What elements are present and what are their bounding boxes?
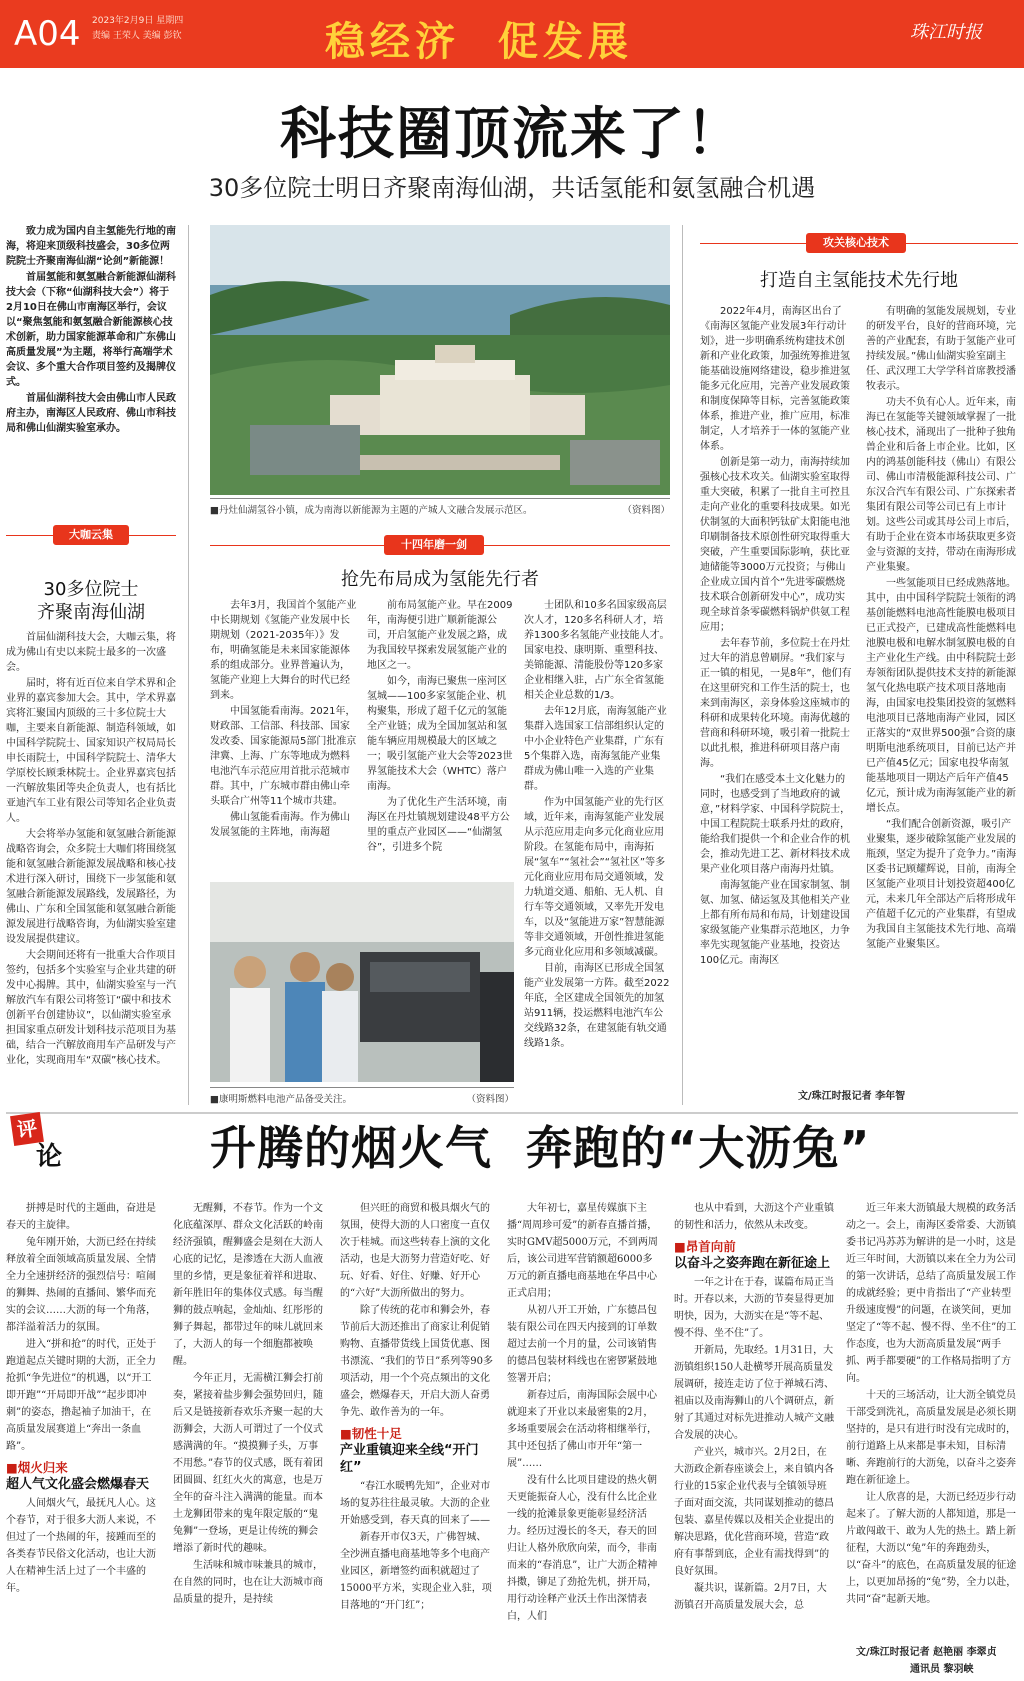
section-tag-dakayunji: 大咖云集 bbox=[53, 525, 129, 545]
editorial-paragraph: “春江水暖鸭先知”，企业对市场的复苏往往最灵敏。大沥的企业开始感受到，春天真的回来了—— bbox=[340, 1481, 491, 1526]
right-paragraph: 创新是第一动力，南海持续加强核心技术攻关。仙湖实验室取得重大突破，积累了一批自主可控且走向产业化的重要科技成果。如光伏制氢的大面积钙钛矿太阳能电池印刷制备技术原创性研究取得重大突破，产生重要国际影响，获比亚迪储能等3000万元投资；与佛山企业成立国内首个“先进零碳燃烧技术联合创新研发中心”，成功实现全球首条零碳燃料锅炉供氨工程应用； bbox=[700, 457, 850, 633]
editorial-paragraph: 新春开市仅3天，广佛智城、全沙洲直播电商基地等多个电商产业园区，新增签约面积就超过了15000平方米，实现企业入驻，项目落地的“开门红”； bbox=[340, 1532, 492, 1611]
photo1-caption-text: ■丹灶仙湖氢谷小镇，成为南海以新能源为主题的产城人文融合发展示范区。 bbox=[210, 505, 533, 516]
editorial-subhead-tag: ■韧性十足 bbox=[340, 1426, 402, 1441]
right-paragraph: 功夫不负有心人。近年来，南海已在氢能等关键领域掌握了一批核心技术，涌现出了一批种子独角兽企业和后备上市企业。比如，区内的鸿基创能科技（佛山）有限公司、佛山市清极能源科技公司、广东汉合汽车有限公司、广东探索者集团有限公司等公司已有上市计划。这些公司或其母公司上市后，有助于企业在资本市场获取更多资金与资源的支持，带动在南海形成产业集聚。 bbox=[866, 397, 1016, 573]
photo2-caption-text: ■康明斯燃料电池产品备受关注。 bbox=[210, 1094, 352, 1105]
masthead-dateline bbox=[92, 14, 202, 44]
editorial-subheading: 以奋斗之姿奔跑在新征途上 bbox=[674, 1256, 831, 1271]
exhibition-illustration bbox=[210, 882, 514, 1082]
lead-paragraph: 致力成为国内自主氢能先行地的南海，将迎来顶级科技盛会，30多位两院院士齐聚南海仙湖“论剑”新能源！ bbox=[6, 226, 176, 267]
hydrogen-valley-aerial-photo bbox=[210, 225, 670, 495]
editorial-paragraph: 新春过后，南海国际会展中心就迎来了开业以来最密集的2月，多场重要展会在活动将相继举行，其中还包括了佛山市开年“第一展”…… bbox=[507, 1390, 657, 1469]
issue-date: 2023年2月9日 星期四 bbox=[92, 16, 184, 26]
editorial-paragraph: 也从中看到，大沥这个产业重镇的韧性和活力，依然从未改变。 bbox=[674, 1203, 834, 1231]
photo1-caption bbox=[210, 498, 670, 516]
editorial-paragraph: 拼搏是时代的主题曲，奋进是春天的主旋律。 bbox=[6, 1203, 156, 1231]
photo1-source: （资料图） bbox=[622, 505, 670, 516]
editorial-paragraph: 但兴旺的商贸和极具烟火气的氛围，使得大沥的人口密度一直仅次于桂城。而这些转春上演的文化活动，也是大沥努力营造好吃、好玩、好看、好住、好赚、好开心的“六好”大沥所做出的努力。 bbox=[340, 1203, 490, 1299]
editorial-paragraph: 大年初七，嘉星传媒旗下主播“周周珍可爱”的新春直播首播，实时GMV超5000万元，不到两周后，该公司进军营销额超6000多万元的新直播电商基地在华昌中心正式启用； bbox=[507, 1203, 658, 1299]
editors-credit: 责编 王荣人 美编 彭钦 bbox=[92, 31, 182, 41]
editorial-paragraph: 十天的三场活动，让大沥全镇党员干部受到洗礼，高质量发展是必须长期坚持的，是只有进行时没有完成时的，前行道路上从来都是事未知，目标清晰、奔跑前行的大沥兔，以奋斗之姿奔跑在新征途上。 bbox=[846, 1390, 1016, 1486]
right-paragraph: 有明确的氢能发展规划，专业的研发平台，良好的营商环境，完善的产业配套，有助于氢能产业可持续发展。”佛山仙湖实验室副主任、武汉理工大学学科首席教授潘牧表示。 bbox=[866, 306, 1016, 392]
editorial-badge bbox=[12, 1110, 72, 1170]
editorial-paragraph: 从初八开工开始，广东德昌包装有限公司在四天内接到的订单数超过去前一个月的量，公司该销售的德昌包装材料线也在密锣紧鼓地签署开启； bbox=[507, 1305, 657, 1384]
editorial-paragraph: 今年正月，无需横江狮会打前奏，紧接着盐步狮会强势回归，随后又是链接新春欢乐齐聚一起的大沥狮会，大沥人可谓过了一个仪式感满满的年。“摸摸狮子头，万事不用愁。”春节的仪式感，既有着团团圆圆、红红火火的寓意，也是万全年的奋斗注入满满的能量。而本土龙狮团带来的鬼年限定版的“鬼兔狮”一登场，更是让传统的狮会增添了新时代的趣味。 bbox=[173, 1373, 324, 1554]
section-tag-gongguan: 攻关核心技术 bbox=[806, 233, 906, 253]
column-divider bbox=[682, 225, 683, 1105]
editorial-paragraph: 兔年刚开始，大沥已经在持续释放着全面领域高质量发展、全情全力全速拼经济的强烈信号：喧闹的狮舞、热闹的直播间、繁华而充实的会议……大沥的每一个角落，都洋溢着活力的氛围。 bbox=[6, 1237, 156, 1333]
mid-column-3 bbox=[524, 598, 670, 1103]
editorial-subhead-tag: ■昂首向前 bbox=[674, 1239, 736, 1254]
left-paragraph: 首届仙湖科技大会，大咖云集，将成为佛山有史以来院士最多的一次盛会。 bbox=[6, 632, 176, 673]
mid-column-2 bbox=[367, 598, 514, 860]
lead-paragraph: 首届氢能和氨氢融合新能源仙湖科技大会（下称“仙湖科技大会”）将于2月10日在佛山市南海区举行，会议以“聚焦氢能和氨氢融合新能源核心技术创新，助力国家能源革命和广东佛山高质量发展”为主题，将举行高端学术会议、多个重大合作项目签约及揭牌仪式。 bbox=[6, 272, 176, 388]
editorial-paragraph: 生活味和城市味兼具的城市，在自然的同时，也在让大沥城市商品质量的提升，是持续 bbox=[173, 1560, 323, 1605]
photo2-source: （资料图） bbox=[466, 1094, 514, 1105]
editorial-paragraph: 人间烟火气，最抚凡人心。这个春节，对于很多大沥人来说，不但过了一个热闹的年，接踵而至的各类春节民俗文化活动，也让大沥人在精神生活上过了一个丰盛的年。 bbox=[6, 1498, 156, 1594]
editorial-badge-top: 评 bbox=[10, 1112, 44, 1146]
left-paragraph: 大会将举办氢能和氨氢融合新能源战略咨询会，众多院士大咖们将围绕氢能和氨氢融合新能源发展战略和核心技术进行深入研讨，围绕下一步氢能和氨氢融合新能源发展路线，发展路径，为佛山、广东和全国氢能和氨氢融合新能源发展进行战略咨询，为仙湖实验室建设发展提供建议。 bbox=[6, 829, 176, 945]
right-column-2 bbox=[866, 304, 1018, 1056]
editorial-paragraph: 除了传统的花市和狮会外，春节前后大沥还推出了商家让利促销购物、直播带货线上国货优惠、图书漂流、“我们的节日”系列等90多项活动，用一个个亮点频出的文化盛会，燃爆春天，开启大沥人奋勇争先、敢作善为的一年。 bbox=[340, 1305, 493, 1418]
editorial-headline: 升腾的烟火气 奔跑的“大沥兔” bbox=[210, 1121, 871, 1175]
left-paragraph: 届时，将有近百位来自学术界和企业界的嘉宾参加大会。其中，学术界嘉宾将汇聚国内顶级的三十多位院士大咖，主要来自新能源、制造科领域，如中国科学院院士、国家知识产权局局长申长雨院士，中国科学院院士、清华大学原校长顾秉林院士。企业界嘉宾包括一汽解放集团等央企负责人，也有括比亚迪汽车工业有限公司等知名企业负责人。 bbox=[6, 678, 176, 824]
section-title: 稳经济 促发展 bbox=[325, 19, 633, 65]
mid-paragraph: 中国氢能看南海。2021年，财政部、工信部、科技部、国家发改委、国家能源局5部门批准京津冀、上海、广东等地成为燃料电池汽车示范应用首批示范城市群。其中，广东城市群由佛山牵头联合广州等11个城市共建。 bbox=[210, 706, 357, 807]
right-paragraph: 2022年4月，南海区出台了《南海区氢能产业发展3年行动计划》，进一步明确系统构建技术创新和产业化政策，加强统筹推进氢能基础设施网络建设，稳步推进氢能多元化应用，完善产业发展政策和制度保障等目标，完善氢能政策体系，推进产业，推广应用，标准制定，人才培养于一体的氢能产业体系。 bbox=[700, 306, 850, 452]
editorial-subheading: 产业重镇迎来全线“开门红” bbox=[340, 1443, 479, 1475]
left-heading-line2: 齐聚南海仙湖 bbox=[37, 602, 145, 623]
editorial-paragraph: 一年之计在于春，谋篇布局正当时。开春以来，大沥的节奏显得更加明快，因为，大沥实在是“等不起、慢不得、坐不住”了。 bbox=[674, 1277, 834, 1339]
lead-column bbox=[6, 224, 176, 479]
mid-paragraph: 佛山氢能看南海。作为佛山发展氢能的主阵地，南海超 bbox=[210, 812, 350, 838]
editorial-column-4 bbox=[507, 1200, 662, 1675]
editorial-column-1 bbox=[6, 1200, 161, 1675]
editorial-column-5 bbox=[674, 1200, 834, 1675]
editorial-paragraph: 开新局，先取经。1月31日，大沥镇组织150人赴横琴开展高质量发展调研，接连走访了位于禅城石湾、祖庙以及南海狮山的八个调研点，新射了其通过对标先进推动人城产文融合发展的决心。 bbox=[674, 1345, 834, 1441]
editorial-column-6 bbox=[846, 1200, 1018, 1640]
mid-paragraph: 去年12月底，南海氢能产业集群入选国家工信部组织认定的中小企业特色产业集群，广东有5个集群入选，南海氢能产业集群成为佛山唯一入选的产业集群。 bbox=[524, 706, 667, 792]
editorial-paragraph: 无醒狮，不春节。作为一个文化底蕴深厚、群众文化活跃的岭南经济强镇，醒狮盛会是刻在大沥人心底的记忆，是渗透在大沥人血液里的乡情，更是象征着祥和进取、新年胜旧年的集体仪式感。每当醒狮的鼓点响起，金灿灿、红彤彤的狮子舞起，都带过年的味儿就回来了，大沥人的每一个细胞都被唤醒。 bbox=[173, 1203, 323, 1367]
subheadline: 30多位院士明日齐聚南海仙湖，共话氢能和氨氢融合机遇 bbox=[208, 174, 816, 202]
aerial-town-illustration bbox=[210, 225, 670, 495]
right-paragraph: 南海氢能产业在国家制氢、制氨、加氢、储运氢及其他相关产业上都有所布局和布局，计划建设国家级氢能产业集群示范地区，力争率先实现氢能产业基地，投资达100亿元。南海区 bbox=[700, 880, 850, 966]
right-paragraph: 去年春节前，多位院士在丹灶过大年的消息曾刷屏。“我们家与正一镇的相见，一晃8年”，他们有在这里研究和工作生活的院士，也来到南海区，亲身体验这座城市的科研和成果转化环境。南海优越的营商和科研环境，吸引着一批院士以此扎根，推进科研项目落户南海。 bbox=[700, 638, 852, 769]
left-heading-line1: 30多位院士 bbox=[43, 579, 139, 600]
editorial-paragraph: 没有什么比项目建设的热火朝天更能振奋人心，没有什么比企业一线的抢滩景象更能彰显经济活力。经历过漫长的冬天，春天的回归让人格外欣欣向荣，而今，非南而来的“春消息”，让广大沥企精神抖擞，铆足了劲抢先机，拼开局，用行动诠释产业沃土作出深情表白，人们 bbox=[507, 1475, 658, 1622]
left-paragraph: 大会期间还将有一批重大合作项目签约，包括多个实验室与企业共建的研发中心揭牌。其中，仙湖实验室与一汽解放汽车有限公司将签订“碳中和技术创新平台创建协议”，以仙湖实验室承担国家重点研发计划科技示范项目为基础，结合一汽解放商用车产品研发与产业化，实现商用车“双碳”核心技术。 bbox=[6, 950, 176, 1066]
editorial-byline-2: 通讯员 黎羽峡 bbox=[910, 1664, 974, 1675]
section-tag-shisinian: 十四年磨一剑 bbox=[384, 535, 484, 555]
editorial-paragraph: 进入“拼和抢”的时代，正处于跑道起点关键时期的大沥，正全力抢抓“争先进位”的机遇，以“开工即开跑”“开局即开战”“起步即冲刺”的姿态，撸起袖子加油干，在高质量发展赛道上“奔出一条血路”。 bbox=[6, 1339, 157, 1452]
photo2-caption bbox=[210, 1087, 514, 1105]
page-number: A04 bbox=[14, 14, 81, 54]
right-heading: 打造自主氢能技术先行地 bbox=[760, 270, 958, 291]
article-byline: 文/珠江时报记者 李年智 bbox=[798, 1091, 906, 1102]
main-headline: 科技圈顶流来了！ bbox=[280, 102, 744, 167]
mid-paragraph: 如今，南海已聚焦一座河区氢城——100多家氢能企业、机构聚集，形成了超千亿元的氢能全产业链；成为全国加氢站和氢能车辆应用规模最大的区域之一；吸引氢能产业大会等2023世界氢能技术大会（WHTC）落户南海。 bbox=[367, 676, 513, 792]
editorial-subheading: 超人气文化盛会燃爆春天 bbox=[6, 1477, 150, 1492]
editorial-paragraph: 让人欣喜的是，大沥已经迈步行动起来了。了解大沥的人都知道，那是一片敢闯敢干、敢为人先的热土。踏上新征程，大沥以“兔”年的奔跑劲头，以“奋斗”的底色，在高质量发展的征途上，以更加昂扬的“兔”势，全力以赴，共同“奋”起新天地。 bbox=[846, 1492, 1017, 1605]
mid-paragraph: 作为中国氢能产业的先行区域，近年来，南海氢能产业发展从示范应用走向多元化商业应用阶段。在氢能布局中，南海拓展“氢车”“氢社会”“氢社区”等多元化商业应用布局交通领域，发力轨道交通、船舶、无人机、自行车等交通领域，又率先开发电车，以及“氢能进万家”智慧能源等非交通领域，开创性推进氢能多元商业化应用和多领域减碳。 bbox=[524, 797, 666, 958]
editorial-subhead-tag: ■烟火归来 bbox=[6, 1460, 68, 1475]
right-paragraph: 一些氢能项目已经成熟落地。其中，由中国科学院院士领衔的鸿基创能燃料电池高性能膜电极项目已正式投产，已建成高性能燃料电池膜电极和电解水制氢膜电极的自主产业化生产线。由中科院院士彭寿领衔团队提供技术支持的新能源氢气化热电联产技术项目落地南海，由国家电投集团投资的氢燃料电池项目已落地南海产业园，园区正落实的“双世界500强”合资的康明斯电池系统项目，目前已达产并已产值45亿元；国家电投华南氢能基地项目一期达产后年产值45亿元，预计成为南海氢能产业的新增长点。 bbox=[866, 578, 1016, 814]
mid-heading: 抢先布局成为氢能先行者 bbox=[341, 569, 539, 590]
right-paragraph: “我们配合创新资源，吸引产业聚集，逐步破除氢能产业发展的瓶颈，坚定为提升了竞争力。”南海区委书记顾耀辉说，目前，南海全区氢能产业项目计划投资超400亿元，未来几年全部达产后将形成年产值超千亿元的产业集群，有望成为我国自主氢能技术先行地、高端氢能产业聚集区。 bbox=[866, 819, 1017, 950]
cummins-fuel-cell-photo bbox=[210, 882, 514, 1082]
editorial-column-3 bbox=[340, 1200, 495, 1675]
editorial-paragraph: 凝共识，谋新篇。2月7日，大沥镇召开高质量发展大会，总 bbox=[674, 1583, 827, 1611]
column-divider bbox=[188, 225, 189, 1105]
mid-paragraph: 为了优化生产生活环境，南海区在丹灶镇规划建设48平方公里的重点产业园区——“仙湖氢谷”，引进多个院 bbox=[367, 797, 510, 853]
mid-paragraph: 去年3月，我国首个氢能产业中长期规划《氢能产业发展中长期规划（2021-2035年）》发布，明确氢能是未来国家能源体系的组成部分。业界普遍认为，氢能产业迎上大舞台的时代已经到来。 bbox=[210, 600, 357, 701]
mid-paragraph: 前布局氢能产业。早在2009年，南海便引进广顺新能源公司，开启氢能产业发展之路，成为我国较早探索发展氢能产业的地区之一。 bbox=[367, 600, 513, 671]
lead-paragraph: 首届仙湖科技大会由佛山市人民政府主办，南海区人民政府、佛山市科技局和佛山仙湖实验室承办。 bbox=[6, 393, 176, 434]
editorial-column-2 bbox=[173, 1200, 328, 1675]
mid-paragraph: 士团队和10多名国家级高层次人才，120多名科研人才，培养1300多名氢能产业技能人才。国家电投、康明斯、重塑科技、美锦能源、清能股份等120多家企业相继入驻，占广东全省氢能相关企业总数的1/3。 bbox=[524, 600, 670, 701]
editorial-byline: 文/珠江时报记者 赵艳丽 李翠贞 bbox=[856, 1647, 997, 1658]
editorial-paragraph: 近三年来大沥镇最大规模的政务活动之一。会上，南海区委常委、大沥镇委书记冯苏苏为解讲的是一小时，这是近三年时间，大沥镇以来在全力为公司的第一次讲话，总结了高质量发展工作的成就经验；更中肯指出了“产业转型升级速度慢”的问题，在谈笑间，更加坚定了“等不起、慢不得、坐不住”的工作态度，也为大沥高质量发展“两手抓、两手都要硬”的工作格局指明了方向。 bbox=[846, 1203, 1017, 1384]
editorial-badge-bottom: 论 bbox=[36, 1142, 63, 1172]
left-article-column bbox=[6, 630, 176, 1095]
right-column-1 bbox=[700, 304, 852, 1056]
mid-column-1 bbox=[210, 598, 357, 860]
masthead-banner bbox=[0, 0, 1024, 68]
right-paragraph: “我们在感受本土文化魅力的同时，也感受到了当地政府的诚意，”材料学家、中国科学院院士，中国工程院院士联系丹灶的政府，能给我们提供一个和企业合作的机会，推动先进工艺、新材料技术成果产业化项目落户南海丹灶镇。 bbox=[700, 774, 851, 875]
editorial-paragraph: 产业兴，城市兴。2月2日，在大沥政企新春座谈会上，来自镇内各行业的15家企业代表与全镇领导班子面对面交流，共同谋划推动的德昌包装、嘉星传媒以及相关企业提出的解决思路，优化营商环境，营造“政府有事帮到底，企业有需找得到”的良好氛围。 bbox=[674, 1447, 834, 1577]
newspaper-logo: 珠江时报 bbox=[910, 22, 982, 43]
mid-paragraph: 目前，南海区已形成全国氢能产业发展第一方阵。截至2022年底，全区建成全国领先的加氢站911辆，投运燃料电池汽车公交线路32条，在建氢能有轨交通线路1条。 bbox=[524, 963, 670, 1049]
